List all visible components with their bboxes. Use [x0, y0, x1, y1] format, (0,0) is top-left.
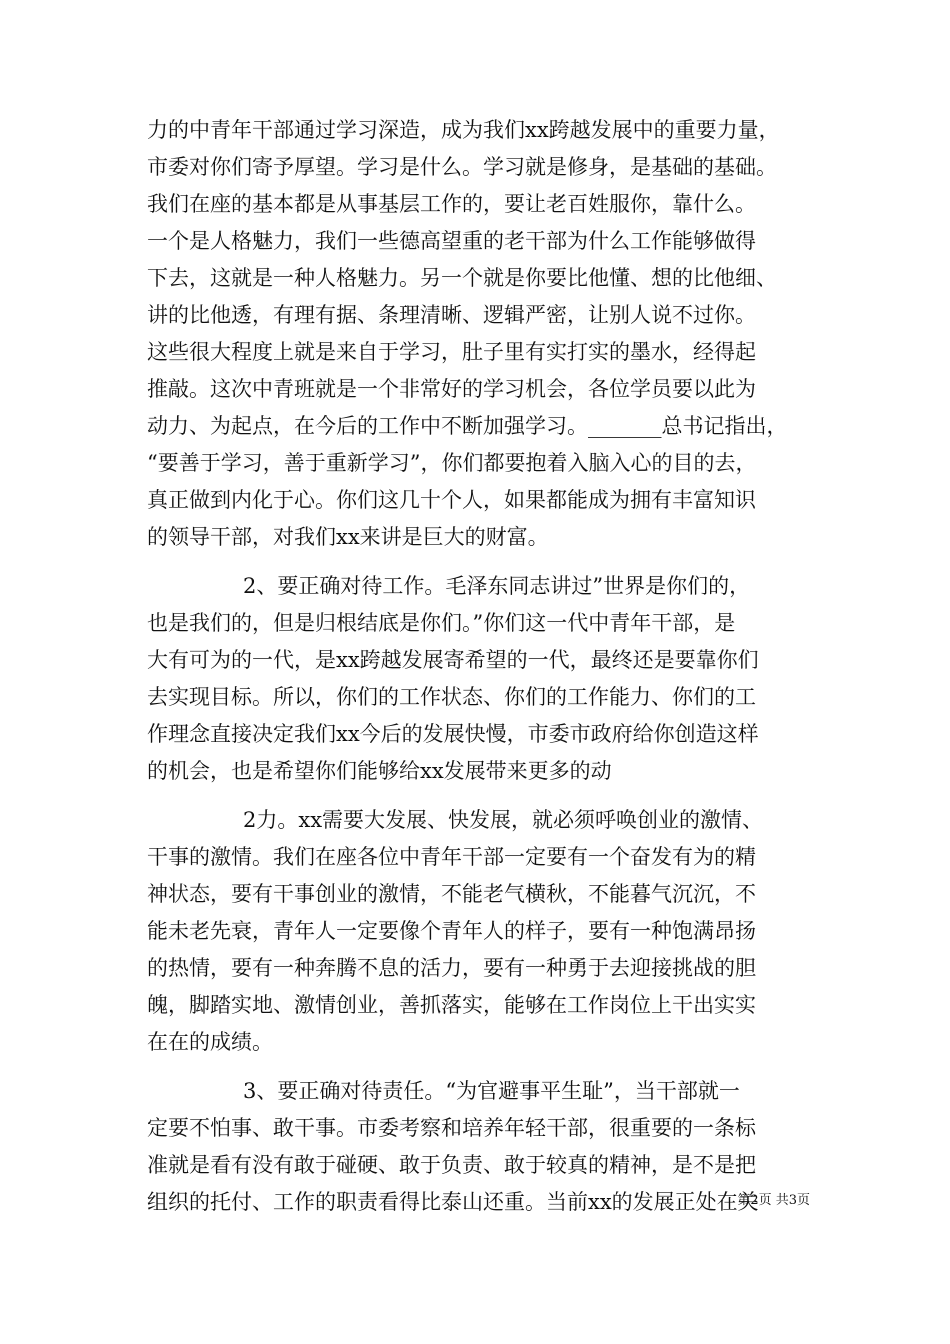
page-number: 第2页 共3页 [737, 1193, 810, 1208]
text-line: 2、要正确对待工作。毛泽东同志讲过”世界是你们的， [243, 574, 751, 598]
text-line: 3、要正确对待责任。“为官避事平生耻”，当干部就一 [243, 1079, 740, 1103]
text-line: 动力、为起点，在今后的工作中不断加强学习。_______总书记指出， [147, 414, 788, 438]
text-line: 大有可为的一代，是xx跨越发展寄希望的一代，最终还是要靠你们 [147, 648, 759, 672]
text-line: 推敲。这次中青班就是一个非常好的学习机会，各位学员要以此为 [147, 377, 756, 401]
text-line: 市委对你们寄予厚望。学习是什么。学习就是修身，是基础的基础。 [147, 155, 777, 179]
text-line: 我们在座的基本都是从事基层工作的，要让老百姓服你，靠什么。 [147, 192, 756, 216]
text-line: 组织的托付、工作的职责看得比泰山还重。当前xx的发展正处在关 [147, 1190, 759, 1214]
text-line: 力的中青年干部通过学习深造，成为我们xx跨越发展中的重要力量， [147, 118, 780, 142]
text-line: 准就是看有没有敢于碰硬、敢于负责、敢于较真的精神，是不是把 [147, 1153, 756, 1177]
text-line: 2力。xx需要大发展、快发展，就必须呼唤创业的激情、 [243, 808, 764, 832]
text-line: 也是我们的，但是归根结底是你们。”你们这一代中青年干部，是 [147, 611, 736, 635]
text-line: 魄，脚踏实地、激情创业，善抓落实，能够在工作岗位上干出实实 [147, 993, 756, 1017]
text-line: 去实现目标。所以，你们的工作状态、你们的工作能力、你们的工 [147, 685, 756, 709]
text-line: “要善于学习，善于重新学习”，你们都要抱着入脑入心的目的去， [147, 451, 757, 475]
text-line: 神状态，要有干事创业的激情，不能老气横秋，不能暮气沉沉，不 [147, 882, 756, 906]
text-line: 的机会，也是希望你们能够给xx发展带来更多的动 [147, 759, 612, 783]
text-line: 的热情，要有一种奔腾不息的活力，要有一种勇于去迎接挑战的胆 [147, 956, 756, 980]
text-line: 定要不怕事、敢干事。市委考察和培养年轻干部，很重要的一条标 [147, 1116, 756, 1140]
text-line: 的领导干部，对我们xx来讲是巨大的财富。 [147, 525, 549, 549]
text-line: 这些很大程度上就是来自于学习，肚子里有实打实的墨水，经得起 [147, 340, 756, 364]
text-line: 能未老先衰，青年人一定要像个青年人的样子，要有一种饱满昂扬 [147, 919, 756, 943]
text-line: 作理念直接决定我们xx今后的发展快慢，市委市政府给你创造这样 [147, 722, 759, 746]
text-line: 讲的比他透，有理有据、条理清晰、逻辑严密，让别人说不过你。 [147, 303, 756, 327]
text-line: 真正做到内化于心。你们这几十个人，如果都能成为拥有丰富知识 [147, 488, 756, 512]
text-line: 在在的成绩。 [147, 1030, 273, 1054]
text-line: 一个是人格魅力，我们一些德高望重的老干部为什么工作能够做得 [147, 229, 756, 253]
text-line: 下去，这就是一种人格魅力。另一个就是你要比他懂、想的比他细、 [147, 266, 777, 290]
text-line: 干事的激情。我们在座各位中青年干部一定要有一个奋发有为的精 [147, 845, 756, 869]
